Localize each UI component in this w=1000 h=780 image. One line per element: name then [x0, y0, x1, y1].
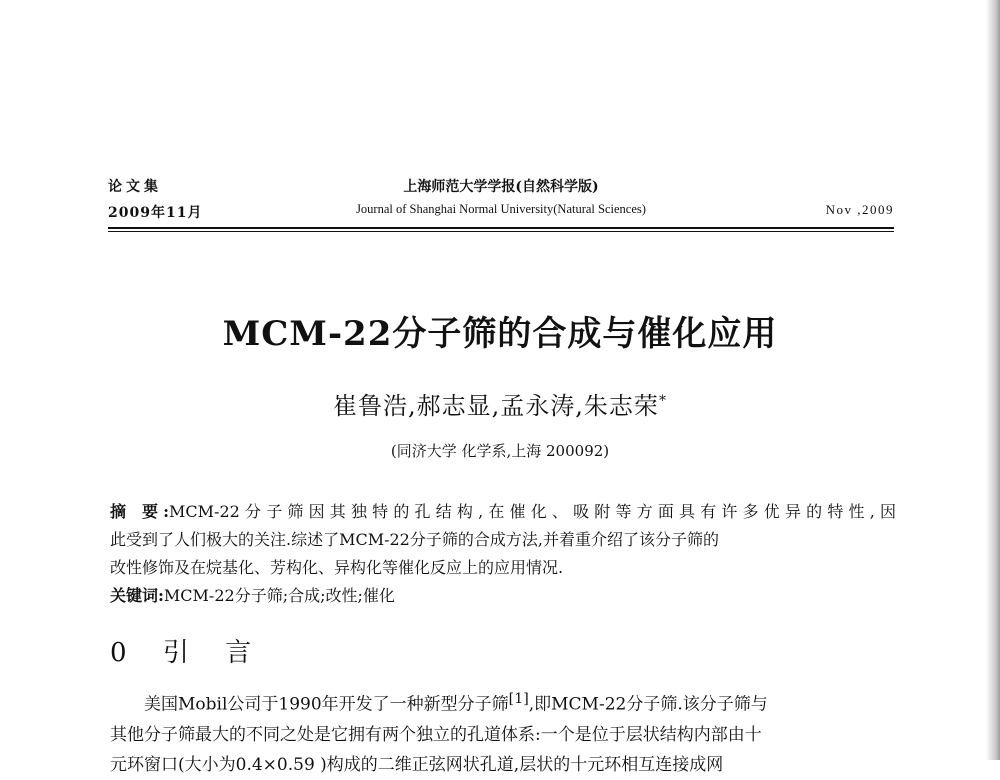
abstract-line: 此受到了人们极大的关注.综述了MCM-22分子筛的合成方法,并着重介绍了该分子筛的 [110, 530, 719, 549]
journal-header [108, 176, 894, 232]
keywords-line [110, 582, 896, 610]
header-journal-name-en: Journal of Shanghai Normal University(Natural Sciences) [356, 202, 646, 216]
abstract-label: 摘 要: [110, 502, 170, 521]
header-issue-date: 2009年11月 [108, 205, 203, 221]
section-number: 0 [110, 638, 141, 668]
author-list [0, 386, 1000, 421]
abstract-line: 改性修饰及在烷基化、芳构化、异构化等催化反应上的应用情况. [110, 558, 564, 577]
corresponding-author-mark: * [658, 393, 667, 409]
paper-title: MCM-22分子筛的合成与催化应用 [222, 314, 778, 354]
header-rule-thin [108, 231, 894, 232]
section-title: 引 言 [162, 638, 266, 668]
body-paragraph [110, 684, 896, 780]
page-edge-shadow [986, 0, 1000, 760]
header-issue-date-en: Nov ,2009 [825, 202, 894, 217]
abstract-line [110, 498, 896, 526]
abstract-text: MCM-22分子筛因其独特的孔结构,在催化、吸附等方面具有许多优异的特性,因 [169, 502, 896, 521]
keywords-text: MCM-22分子筛;合成;改性;催化 [163, 586, 395, 605]
section-heading [110, 632, 265, 669]
citation-ref: [1] [508, 691, 529, 707]
keywords-label: 关键词: [110, 586, 164, 605]
header-journal-name-cn: 上海师范大学学报(自然科学版) [403, 179, 599, 195]
header-collection-label: 论文集 [108, 179, 162, 195]
body-line: 其他分子筛最大的不同之处是它拥有两个独立的孔道体系:一个是位于层状结构内部由十 [110, 724, 762, 745]
body-line: 元环窗口(大小为0.4×0.59 )构成的二维正弦网状孔道,层状的十元环相互连接成网 [110, 754, 724, 775]
body-text-segment: ,即MCM-22分子筛.该分子筛与 [528, 694, 768, 715]
abstract-block [110, 498, 896, 610]
affiliation: (同济大学 化学系,上海 200092) [390, 442, 610, 460]
body-line [110, 684, 896, 720]
body-text-segment: 美国Mobil公司于1990年开发了一种新型分子筛 [144, 694, 509, 715]
header-rule-thick [108, 227, 894, 229]
author-names: 崔鲁浩,郝志显,孟永涛,朱志荣 [333, 392, 659, 420]
